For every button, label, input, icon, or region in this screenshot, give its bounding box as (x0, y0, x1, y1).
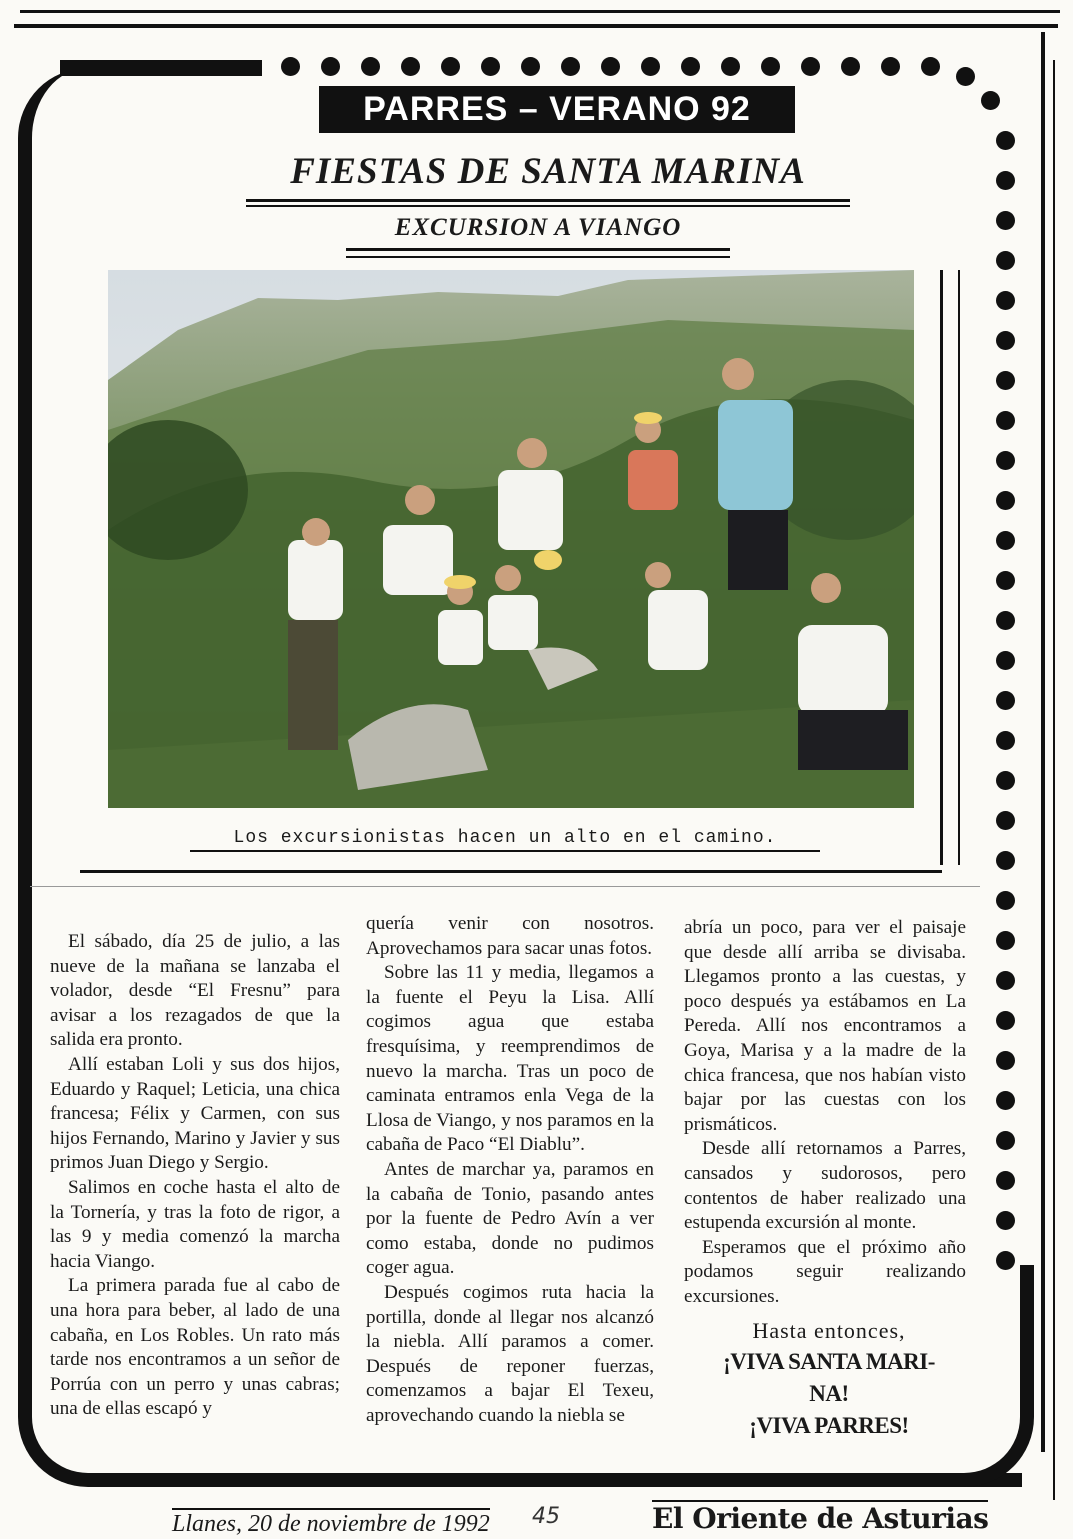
paragraph: Allí estaban Loli y sus dos hijos, Eduardo y Raquel; Leticia, una chica francesa; Félix y Carmen, con sus hijos Fernando, Marino y Javier y sus primos Juan Diego y Sergio. (50, 1053, 340, 1174)
border-dot (996, 331, 1015, 350)
photo-rule (958, 270, 960, 865)
border-dot (996, 371, 1015, 390)
border-dot (996, 571, 1015, 590)
border-dot (996, 131, 1015, 150)
subheadline: EXCURSION A VIANGO (394, 214, 682, 241)
paragraph: Sobre las 11 y media, llegamos a la fuente el Peyu la Lisa. Allí cogimos agua que estaba fresquísima, y reemprendimos de nuevo la marcha. Tras un poco de caminata entramos enla Vega de la Llosa de Viango, y nos paramos en la cabaña de Paco “El Diablu”. (366, 962, 654, 1156)
border-dot (761, 57, 780, 76)
border-dot (481, 57, 500, 76)
section-title: PARRES – VERANO 92 (319, 86, 795, 133)
border-dot (721, 57, 740, 76)
paragraph: quería venir con nosotros. Aprovechamos para sacar unas fotos. (366, 913, 654, 959)
border-dot (996, 251, 1015, 270)
top-rule (20, 10, 1060, 13)
border-dot (996, 491, 1015, 510)
caption-rule (30, 886, 980, 887)
subhead-rule (346, 248, 730, 251)
paragraph: El sábado, día 25 de julio, a las nueve de la mañana se lanzaba el volador, desde “El Fresnu” para avisar a los rezagados de que la salida era pronto. (50, 931, 340, 1051)
border-dot (996, 531, 1015, 550)
border-dot (996, 811, 1015, 830)
border-dot (441, 57, 460, 76)
border-dot (881, 57, 900, 76)
closing-cheer: NA! (809, 1381, 849, 1406)
side-rule (1053, 60, 1055, 1500)
paragraph: Esperamos que el próximo año podamos seguir realizando excursiones. (684, 1236, 966, 1307)
closing-cheer: ¡VIVA PARRES! (749, 1413, 909, 1438)
border-dot (996, 971, 1015, 990)
subhead-rule (346, 256, 730, 258)
publication-logo: El Oriente de Asturias (652, 1502, 989, 1535)
footer-date: Llanes, 20 de noviembre de 1992 (172, 1508, 490, 1538)
border-dot (601, 57, 620, 76)
border-dot (996, 1211, 1015, 1230)
border-dot (996, 211, 1015, 230)
border-dot (996, 451, 1015, 470)
border-dot (956, 67, 975, 86)
closing-line: Hasta entonces, (752, 1318, 906, 1343)
border-dot (561, 57, 580, 76)
border-dot (996, 851, 1015, 870)
article-column-2 (366, 912, 654, 1428)
paragraph: La primera parada fue al cabo de una hora para beber, al lado de una cabaña, en Los Robles. Un rato más tarde nos encontramos a un señor de Porrúa con un perro y unas cabras; una de ellas escapó y (50, 1275, 340, 1420)
border-dot (981, 91, 1000, 110)
border-dot (841, 57, 860, 76)
border-dot (361, 57, 380, 76)
border-dot (996, 411, 1015, 430)
hikers-photo-illustration (108, 270, 914, 808)
border-dot (281, 57, 300, 76)
paragraph: Salimos en coche hasta el alto de la Tornería, y tras la foto de rigor, a las 9 y media comenzó la marcha hacia Viango. (50, 1176, 340, 1272)
border-dot (996, 691, 1015, 710)
border-dot (681, 57, 700, 76)
paragraph: Desde allí retornamos a Parres, cansados y sudorosos, pero contentos de haber realizado una estupenda excursión al monte. (684, 1138, 966, 1234)
border-dot (401, 57, 420, 76)
article-column-1 (50, 930, 340, 1422)
paragraph: Después cogimos ruta hacia la portilla, donde al llegar nos alcanzó la niebla. Allí paramos a comer. Después de reponer fuerzas, comenzamos a bajar El Texeu, aprovechando cuando la niebla se (366, 1281, 654, 1426)
border-dot (996, 931, 1015, 950)
border-dot (801, 57, 820, 76)
border-dot (996, 1091, 1015, 1110)
border-dot (996, 891, 1015, 910)
top-rule (14, 24, 1058, 28)
paragraph: abría un poco, para ver el paisaje que desde allí arriba se divisaba. Llegamos pronto a las cuestas, y poco después ya estábamos en La Pereda. Allí nos encontramos a Goya, Marisa y a la madre de la chica francesa, que nos habían visto bajar por las cuestas con los prismáticos. (684, 917, 966, 1135)
page-number: 45 (532, 1504, 560, 1529)
frame-top-bar (60, 60, 262, 76)
border-dot (321, 57, 340, 76)
border-dot (641, 57, 660, 76)
closing-block (684, 1316, 974, 1442)
border-dot (921, 57, 940, 76)
group-photo (108, 270, 914, 808)
side-rule (1041, 32, 1045, 1452)
closing-cheer: ¡VIVA SANTA MARI- (723, 1349, 935, 1374)
paragraph: Antes de marchar ya, paramos en la cabaña de Tonio, pasando antes por la fuente de Pedro Avín a ver como estaba, donde no pudimos coger agua. (366, 1158, 654, 1279)
border-dot (996, 731, 1015, 750)
photo-rule (940, 270, 943, 865)
border-dot (996, 1011, 1015, 1030)
border-dot (996, 1131, 1015, 1150)
caption-rule (80, 870, 942, 873)
border-dot (996, 1251, 1015, 1270)
border-dot (996, 1171, 1015, 1190)
headline: FIESTAS DE SANTA MARINA (246, 150, 850, 202)
headline-rule (246, 205, 850, 207)
border-dot (521, 57, 540, 76)
border-dot (996, 651, 1015, 670)
border-dot (996, 771, 1015, 790)
border-dot (996, 1051, 1015, 1070)
border-dot (996, 611, 1015, 630)
border-dot (996, 291, 1015, 310)
photo-caption: Los excursionistas hacen un alto en el camino. (190, 828, 820, 852)
border-dot (996, 171, 1015, 190)
article-column-3 (684, 916, 966, 1310)
